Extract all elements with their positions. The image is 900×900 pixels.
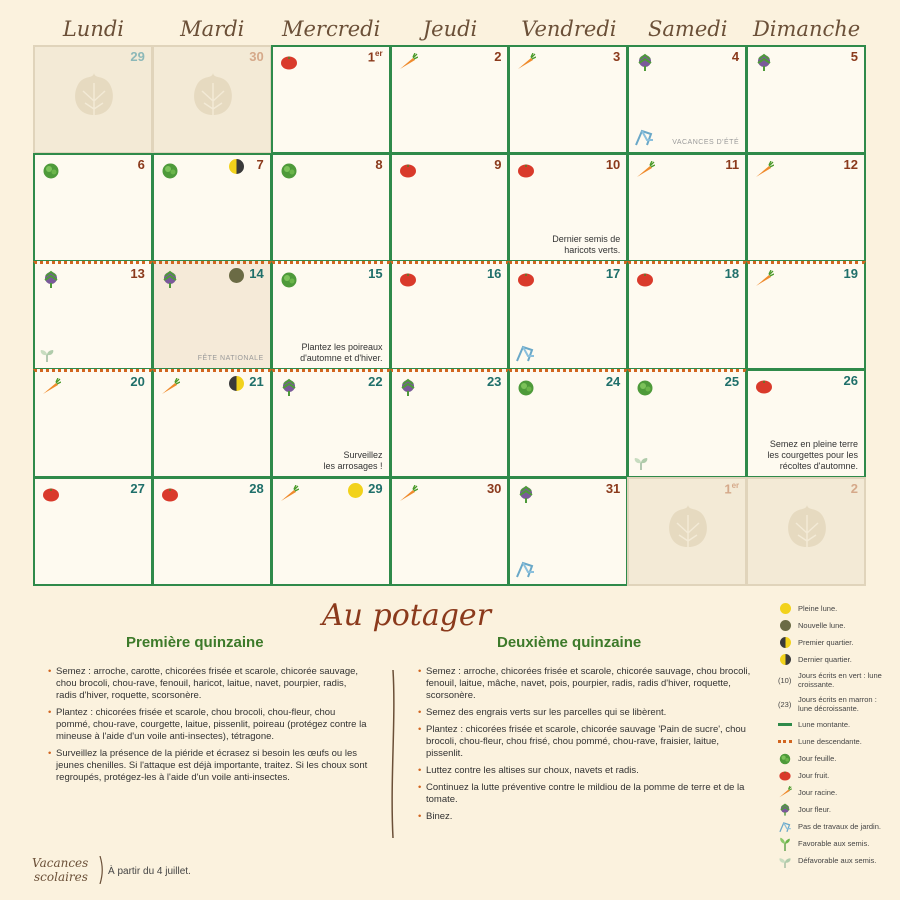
calendar-day-cell[interactable] xyxy=(152,477,272,586)
day-number xyxy=(725,374,739,389)
tomato-icon xyxy=(778,770,792,782)
first-quarter-icon xyxy=(778,637,792,649)
day-number xyxy=(844,373,858,388)
legend-item xyxy=(778,835,890,852)
carrot-icon xyxy=(160,378,180,396)
leaf-decoration-icon xyxy=(190,71,236,127)
full-moon-icon xyxy=(348,483,363,498)
advice-item: • Plantez : chicorées frisée et scarole, chicorée sauvage 'Pain de sucre', chou brocoli, chou-fleur, chou frisé, chou pommé, chou-rave, fraisier, laitue, pissenlit. xyxy=(418,724,758,760)
legend-item xyxy=(778,852,890,869)
calendar-day-cell[interactable] xyxy=(271,153,391,262)
day-number xyxy=(487,266,501,281)
tomato-icon xyxy=(516,270,536,288)
calendar-day-cell[interactable] xyxy=(271,477,391,586)
legend-code: (10) xyxy=(778,675,792,685)
day-number-value: 23 xyxy=(486,374,502,389)
school-holidays-label-line2: scolaires xyxy=(34,870,88,884)
day-number xyxy=(494,157,501,172)
day-number-value: 21 xyxy=(249,374,264,389)
holiday-label: FÊTE NATIONALE xyxy=(197,355,264,362)
sprout-icon xyxy=(39,344,55,362)
new-moon-icon xyxy=(778,620,792,632)
artichoke-icon xyxy=(754,53,774,71)
day-number xyxy=(606,157,620,172)
day-number-value: 14 xyxy=(249,266,264,281)
calendar-day-cell[interactable] xyxy=(746,45,866,154)
carrot-icon xyxy=(398,53,418,71)
legend-label: Défavorable aux semis. xyxy=(798,856,877,865)
day-header-samedi: Samedi xyxy=(648,17,728,41)
day-number xyxy=(725,266,739,281)
tomato-icon xyxy=(398,270,418,288)
day-number xyxy=(249,374,263,389)
calendar-day-cell[interactable] xyxy=(390,45,510,154)
day-number-value: 16 xyxy=(486,266,502,281)
calendar-day-cell[interactable] xyxy=(33,45,153,154)
legend-item xyxy=(778,784,890,801)
day-number-value: 7 xyxy=(256,157,264,172)
advice-item: • Surveillez la présence de la piéride et écrasez si besoin les œufs ou les jeunes chenilles. Si l'attaque est déjà importante, traitez. Si les choux sont regroupés, protégez-les à l'aide d'un voile anti-insectes. xyxy=(48,748,368,784)
day-number xyxy=(368,49,383,64)
day-number xyxy=(138,157,145,172)
day-header-lundi: Lundi xyxy=(62,17,124,41)
artichoke-icon xyxy=(516,485,536,503)
calendar-day-cell[interactable] xyxy=(627,153,747,262)
day-header-vendredi: Vendredi xyxy=(521,17,617,41)
lettuce-icon xyxy=(279,161,299,179)
day-note-line: d'automne et d'hiver. xyxy=(300,353,383,363)
day-number-value: 1 xyxy=(367,49,375,65)
legend-label: Jour feuille. xyxy=(798,754,837,763)
carrot-icon xyxy=(778,787,792,799)
artichoke-icon xyxy=(160,270,180,288)
column-divider xyxy=(389,670,397,838)
calendar-day-cell[interactable] xyxy=(33,369,153,478)
day-note-line: Plantez les poireaux xyxy=(301,342,383,352)
day-number-value: 28 xyxy=(249,481,264,496)
legend-item xyxy=(778,750,890,767)
calendar-day-cell[interactable] xyxy=(508,45,628,154)
legend-label: Pas de travaux de jardin. xyxy=(798,822,881,831)
day-number-suffix: er xyxy=(375,49,383,58)
second-fortnight-list xyxy=(418,666,758,828)
day-number-value: 15 xyxy=(368,266,383,281)
calendar-grid xyxy=(34,46,866,586)
calendar-day-cell[interactable] xyxy=(271,369,391,478)
leaf-decoration-icon xyxy=(665,503,711,559)
first-moon-icon xyxy=(229,376,244,391)
calendar-day-cell[interactable] xyxy=(390,261,510,370)
artichoke-icon xyxy=(398,378,418,396)
tomato-icon xyxy=(635,270,655,288)
day-note-line: Dernier semis de xyxy=(552,234,621,244)
day-number xyxy=(844,266,858,281)
day-number xyxy=(375,157,382,172)
calendar-day-cell[interactable] xyxy=(271,261,391,370)
day-number xyxy=(613,49,620,64)
advice-item: • Luttez contre les altises sur choux, navets et radis. xyxy=(418,765,758,777)
legend-label: Jour racine. xyxy=(798,788,838,797)
day-number-value: 20 xyxy=(130,374,145,389)
day-number-suffix: er xyxy=(731,481,740,490)
day-header-mardi: Mardi xyxy=(180,17,245,41)
advice-item: • Semez des engrais verts sur les parcelles qui se libèrent. xyxy=(418,707,758,719)
day-number xyxy=(249,266,263,281)
last-moon-icon xyxy=(229,159,244,174)
day-number xyxy=(130,266,144,281)
deckchair-icon xyxy=(778,821,792,833)
day-number xyxy=(368,481,382,496)
day-number-value: 22 xyxy=(368,374,383,389)
day-number-value: 17 xyxy=(605,266,621,281)
day-number xyxy=(249,49,263,64)
calendar-day-cell[interactable] xyxy=(390,153,510,262)
day-number xyxy=(130,49,144,64)
calendar-day-cell[interactable] xyxy=(627,261,747,370)
tomato-icon xyxy=(279,53,299,71)
holiday-label: VACANCES D'ÉTÉ xyxy=(672,139,740,146)
carrot-icon xyxy=(516,53,536,71)
carrot-icon xyxy=(41,378,61,396)
day-note xyxy=(767,439,858,472)
calendar-day-cell[interactable] xyxy=(33,477,153,586)
legend-item xyxy=(778,716,890,733)
calendar-day-cell[interactable] xyxy=(390,477,510,586)
day-number xyxy=(606,374,620,389)
artichoke-icon xyxy=(635,53,655,71)
calendar-day-cell[interactable] xyxy=(152,45,272,154)
day-number xyxy=(368,266,382,281)
day-number xyxy=(494,49,501,64)
calendar-day-cell[interactable] xyxy=(746,261,866,370)
day-number-value: 18 xyxy=(724,266,740,281)
legend-label: Jour fruit. xyxy=(798,771,830,780)
day-number-value: 12 xyxy=(843,157,858,172)
sprout-icon xyxy=(633,452,649,470)
calendar-day-cell[interactable] xyxy=(390,369,510,478)
day-number-value: 11 xyxy=(725,157,740,172)
day-number xyxy=(130,374,144,389)
calendar-day-cell[interactable] xyxy=(508,261,628,370)
calendar-day-cell[interactable] xyxy=(152,153,272,262)
lettuce-icon xyxy=(516,378,536,396)
tomato-icon xyxy=(41,485,61,503)
day-number-value: 31 xyxy=(605,481,621,496)
day-number-value: 5 xyxy=(850,49,858,64)
lettuce-icon xyxy=(635,378,655,396)
day-header-mercredi: Mercredi xyxy=(281,17,381,41)
legend-item xyxy=(778,733,890,750)
day-number xyxy=(368,374,382,389)
legend-item xyxy=(778,634,890,651)
calendar-day-cell[interactable] xyxy=(33,261,153,370)
advice-item: • Continuez la lutte préventive contre le mildiou de la pomme de terre et de la tomate. xyxy=(418,782,758,806)
day-note xyxy=(324,450,383,472)
carrot-icon xyxy=(754,270,774,288)
legend-item xyxy=(778,600,890,617)
day-number xyxy=(851,481,858,496)
day-note-line: Surveillez xyxy=(343,450,383,460)
legend-label: Premier quartier. xyxy=(798,638,854,647)
day-number xyxy=(732,49,739,64)
carrot-icon xyxy=(635,161,655,179)
day-note xyxy=(552,234,620,256)
leaf-decoration-icon xyxy=(784,503,830,559)
unfavorable-sprout-icon xyxy=(778,855,792,867)
calendar-day-cell[interactable] xyxy=(746,477,866,586)
legend-item xyxy=(778,651,890,668)
day-number xyxy=(851,49,858,64)
day-number-value: 8 xyxy=(375,157,383,172)
advice-item: • Binez. xyxy=(418,811,758,823)
legend-code: (23) xyxy=(778,699,792,709)
day-number xyxy=(487,374,501,389)
tomato-icon xyxy=(516,161,536,179)
day-number-value: 19 xyxy=(843,266,858,281)
deckchair-icon xyxy=(633,128,655,146)
calendar-day-cell[interactable] xyxy=(508,477,628,586)
descending-moon-line-icon xyxy=(778,736,792,748)
first-fortnight-list xyxy=(48,666,368,789)
day-headers xyxy=(34,12,866,46)
calendar-day-cell[interactable] xyxy=(746,369,866,478)
calendar-day-cell[interactable] xyxy=(746,153,866,262)
legend-item xyxy=(778,767,890,784)
day-number-value: 25 xyxy=(724,374,740,389)
lettuce-icon xyxy=(778,753,792,765)
favorable-sprout-icon xyxy=(778,838,792,850)
advice-item: • Semez : arroche, chicorées frisée et scarole, chicorée sauvage, chou brocoli, fenouil, laitue, mâche, navet, pois, pourpier, radis, radis d'hiver, roquette, scorsonère. xyxy=(418,666,758,702)
full-moon-icon xyxy=(778,603,792,615)
day-number xyxy=(725,157,739,172)
day-number-value: 30 xyxy=(249,49,264,64)
legend-item xyxy=(778,692,890,716)
legend-item xyxy=(778,818,890,835)
day-number xyxy=(487,481,501,496)
day-number xyxy=(606,481,620,496)
day-number-value: 24 xyxy=(605,374,621,389)
day-number xyxy=(130,481,144,496)
day-number-value: 1 xyxy=(724,481,732,497)
advice-item: • Plantez : chicorées frisée et scarole, chou brocoli, chou-fleur, chou pommé, chou-rave, courgette, laitue, pissenlit, poireau (protégez contre la mineuse à l'aide d'un voile anti-insectes), tétragone. xyxy=(48,707,368,743)
day-note-line: haricots verts. xyxy=(564,245,621,255)
day-number-value: 9 xyxy=(494,157,502,172)
day-number xyxy=(606,266,620,281)
carrot-icon xyxy=(754,161,774,179)
legend-item xyxy=(778,801,890,818)
legend-label: Dernier quartier. xyxy=(798,655,852,664)
day-note-line: Semez en pleine terre xyxy=(769,439,858,449)
lettuce-icon xyxy=(41,161,61,179)
day-number-value: 13 xyxy=(130,266,145,281)
day-number xyxy=(249,481,263,496)
day-note xyxy=(300,342,383,364)
day-note-line: récoltes d'automne. xyxy=(779,461,858,471)
legend-item xyxy=(778,668,890,692)
day-number xyxy=(724,481,739,496)
day-number xyxy=(844,157,858,172)
calendar-day-cell[interactable] xyxy=(627,477,747,586)
legend-label: Favorable aux semis. xyxy=(798,839,870,848)
deckchair-icon xyxy=(514,560,536,578)
day-number-value: 4 xyxy=(731,49,740,64)
day-number-value: 2 xyxy=(850,481,858,496)
school-holidays-label xyxy=(32,856,88,884)
artichoke-icon xyxy=(41,270,61,288)
tomato-icon xyxy=(754,377,774,395)
day-number xyxy=(256,157,263,172)
artichoke-icon xyxy=(778,804,792,816)
calendar-day-cell[interactable] xyxy=(627,45,747,154)
calendar-day-cell[interactable] xyxy=(271,45,391,154)
calendar-day-cell[interactable] xyxy=(33,153,153,262)
legend-item xyxy=(778,617,890,634)
day-number-value: 10 xyxy=(605,157,621,172)
day-number-value: 3 xyxy=(613,49,621,64)
day-number-value: 2 xyxy=(494,49,502,64)
calendar-day-cell[interactable] xyxy=(508,153,628,262)
school-holidays-separator xyxy=(98,856,104,884)
calendar-day-cell[interactable] xyxy=(152,369,272,478)
first-fortnight-title: Première quinzaine xyxy=(126,634,264,651)
school-holidays-label-line1: Vacances xyxy=(32,856,89,870)
day-number-value: 29 xyxy=(130,49,145,64)
calendar-day-cell[interactable] xyxy=(508,369,628,478)
artichoke-icon xyxy=(279,378,299,396)
day-number-value: 30 xyxy=(486,481,502,496)
day-number-value: 29 xyxy=(368,481,383,496)
advice-item: • Semez : arroche, carotte, chicorées frisée et scarole, chicorée sauvage, chou brocoli, chou-rave, fenouil, haricot, laitue, navet, pourpier, radis, radis d'hiver, roquette, scorsonère. xyxy=(48,666,368,702)
new-moon-icon xyxy=(229,268,244,283)
legend-label: Jours écrits en marron : lune décroissante. xyxy=(798,695,877,713)
lettuce-icon xyxy=(279,270,299,288)
rising-moon-line-icon xyxy=(778,719,792,731)
day-note-line: les courgettes pour les xyxy=(767,450,858,460)
legend-label: Nouvelle lune. xyxy=(798,621,846,630)
calendar-day-cell[interactable] xyxy=(152,261,272,370)
legend-label: Jour fleur. xyxy=(798,805,831,814)
legend-label: Pleine lune. xyxy=(798,604,838,613)
second-fortnight-title: Deuxième quinzaine xyxy=(497,634,642,651)
lettuce-icon xyxy=(160,161,180,179)
legend-label: Lune montante. xyxy=(798,720,851,729)
last-quarter-icon xyxy=(778,654,792,666)
legend-label: Lune descendante. xyxy=(798,737,862,746)
day-header-dimanche: Dimanche xyxy=(752,17,861,41)
day-number-value: 6 xyxy=(137,157,145,172)
tomato-icon xyxy=(160,485,180,503)
day-number-value: 26 xyxy=(843,373,858,388)
potager-title: Au potager xyxy=(322,598,492,633)
carrot-icon xyxy=(398,485,418,503)
deckchair-icon xyxy=(514,344,536,362)
leaf-decoration-icon xyxy=(71,71,117,127)
school-holidays-text: À partir du 4 juillet. xyxy=(108,866,191,877)
tomato-icon xyxy=(398,161,418,179)
day-note-line: les arrosages ! xyxy=(323,461,383,471)
day-header-jeudi: Jeudi xyxy=(422,17,478,41)
calendar-day-cell[interactable] xyxy=(627,369,747,478)
day-number-value: 27 xyxy=(130,481,145,496)
carrot-icon xyxy=(279,485,299,503)
legend xyxy=(778,600,890,869)
legend-label: Jours écrits en vert : lune croissante. xyxy=(798,671,882,689)
